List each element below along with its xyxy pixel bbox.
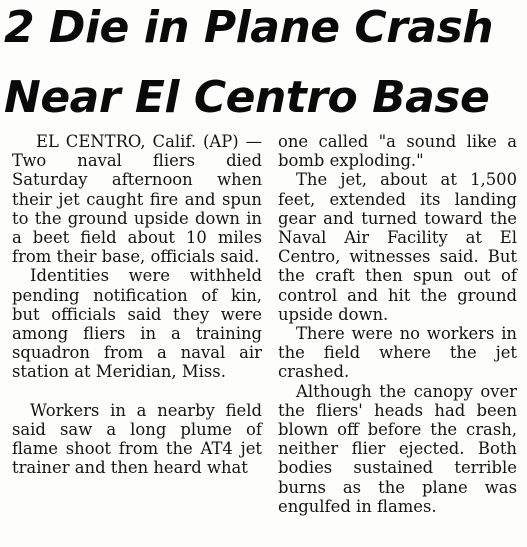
- article-column-left: [12, 132, 262, 477]
- article-paragraph: one called "a sound like a bomb exploding.": [278, 132, 517, 171]
- headline-line-1: 2 Die in Plane Crash: [4, 2, 494, 53]
- article-paragraph: Identities were withheld pending notification of kin, but officials said they were among fliers in a training squadron from a naval air station at Meridian, Miss.: [12, 266, 262, 382]
- article-paragraph: The jet, about at 1,500 feet, extended its landing gear and turned toward the Naval Air Facility at El Centro, witnesses said. But the craft then spun out of control and hit the ground upside down.: [278, 170, 517, 324]
- article-paragraph: EL CENTRO, Calif. (AP) — Two naval fliers died Saturday afternoon when their jet caught fire and spun to the ground upside down in a beet field about 10 miles from their base, officials said.: [12, 132, 262, 267]
- article-column-right: [278, 132, 517, 516]
- article-paragraph: There were no workers in the field where the jet crashed.: [278, 324, 517, 382]
- article-paragraph: Although the canopy over the fliers' heads had been blown off before the crash, neither flier ejected. Both bodies sustained terrible burns as the plane was engulfed in flames.: [278, 381, 517, 516]
- headline-line-2: Near El Centro Base: [4, 72, 490, 123]
- article-paragraph: Workers in a nearby field said saw a long plume of flame shoot from the AT4 jet trainer and then heard what: [12, 400, 262, 478]
